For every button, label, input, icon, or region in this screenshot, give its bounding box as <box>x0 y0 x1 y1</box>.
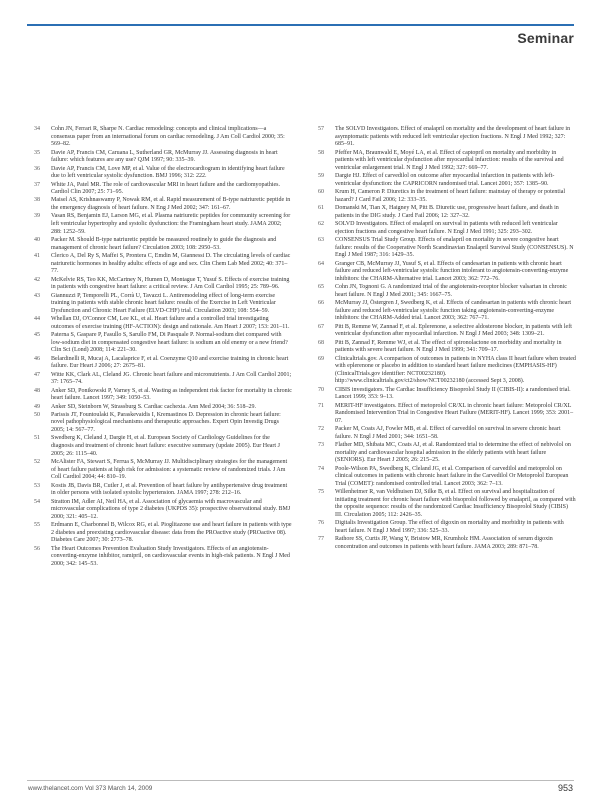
reference-text: CIBIS investigators. The Cardiac Insufficiency Bisoprolol Study II (CIBIS-II): a randomised trial. Lancet 1999; 353: 9–13. <box>335 386 571 401</box>
reference-number: 56 <box>34 545 40 552</box>
reference-number: 41 <box>34 252 40 259</box>
reference-text: Anker SD, Ponikowski P, Varney S, et al. Wasting as independent risk factor for mortality in chronic heart failure. Lancet 1997; 349: 1050–53. <box>51 387 292 402</box>
reference-number: 72 <box>318 426 324 433</box>
reference-number: 48 <box>34 387 40 394</box>
reference-item <box>318 324 576 339</box>
reference-item <box>318 403 576 426</box>
reference-item <box>34 499 292 522</box>
reference-item <box>34 150 292 165</box>
reference-text: Willenheimer R, van Veldhuisen DJ, Silke B, et al. Effect on survival and hospitalization of initiating treatment for chronic heart failure with bisoprolol followed by enalapril, as compared with the opposite sequence: results of the randomized Cardiac Insufficiency Bisoprolol Study (CIBIS) III. Circulation 2005; 112: 2426–35. <box>335 489 576 518</box>
reference-number: 67 <box>318 323 324 330</box>
reference-item <box>318 442 576 465</box>
header-rule <box>27 24 574 26</box>
reference-text: Erdmann E, Charbonnel B, Wilcox RG, et al. Pioglitazone use and heart failure in patients with type 2 diabetes and preexisting cardiovascular disease: data from the PROactive study (PROactive 08). Diabetes Care 2007; 30: 2773–78. <box>51 522 292 544</box>
reference-item <box>34 277 292 292</box>
reference-text: Maisel AS, Krishnaswamy P, Nowak RM, et al. Rapid measurement of B-type natriuretic peptide in the emergency diagnosis of heart failure. N Eng J Med 2002; 347: 161–67. <box>51 197 291 212</box>
reference-number: 76 <box>318 520 324 527</box>
reference-text: The Heart Outcomes Prevention Evaluation Study Investigators. Effects of an angiotensin-converting-enzyme inhibitor, ramipril, on cardiovascular events in high-risk patients. N Engl J Med 2000; 342: 145–53. <box>51 545 290 567</box>
reference-item <box>34 372 292 387</box>
reference-item <box>318 300 576 323</box>
reference-text: Swedberg K, Cleland J, Dargie H, et al. European Society of Cardiology Guidelines for the diagnosis and treatment of chronic heart failure: executive summary (update 2005). Eur Heart J 2005; 26: 1115–40. <box>51 435 280 457</box>
reference-number: 46 <box>34 355 40 362</box>
reference-text: Digitalis Investigation Group. The effect of digoxin on mortality and morbidity in patients with heart failure. N Engl J Med 1997; 336: 525–33. <box>335 520 564 534</box>
reference-item <box>34 126 292 149</box>
reference-item <box>34 166 292 181</box>
reference-number: 71 <box>318 402 324 409</box>
reference-item <box>34 293 292 316</box>
reference-text: Pitt B, Zannad F, Remme WJ, et al. The effect of spironolactone on morbidity and mortality in patients with severe heart failure. N Engl J Med 1999; 341: 709–17. <box>335 339 562 354</box>
reference-column-right <box>318 126 576 552</box>
reference-item <box>318 150 576 173</box>
reference-item <box>318 173 576 188</box>
reference-number: 68 <box>318 339 324 346</box>
reference-text: Cohn JN, Tognoni G. A randomized trial of the angiotensin-receptor blocker valsartan in chronic heart failure. N Engl J Med 2001; 345: 1667–75. <box>335 284 567 298</box>
reference-text: Pitt B, Remme W, Zannad F, et al. Eplerenone, a selective aldosterone blocker, in patients with left ventricular dysfunction after myocardial infarction. N Engl J Med 2003; 348: 1309–21. <box>335 323 572 338</box>
reference-number: 61 <box>318 205 324 212</box>
reference-text: Domanski M, Tian X, Haigney M, Pitt B. Diuretic use, progressive heart failure, and death in patients in the DIG study. J Card Fail 2006; 12: 327–32. <box>335 205 559 219</box>
reference-item <box>318 466 576 489</box>
reference-number: 49 <box>34 403 40 410</box>
reference-item <box>34 356 292 371</box>
reference-text: Cohn JN, Ferrari R, Sharpe N. Cardiac remodeling: concepts and clinical implications—a consensus paper from an international forum on cardiac remodeling. J Am Coll Cardiol 2000; 35: 569–82. <box>51 126 285 148</box>
reference-number: 51 <box>34 435 40 442</box>
reference-text: Vasan RS, Benjamin EJ, Larson MG, et al. Plasma natriuretic peptides for community screening for left ventricular hypertrophy and systolic dysfunction: the Framingham heart study. JAMA 2002; 288: 1252–59. <box>51 213 291 235</box>
reference-text: Kostis JB, Davis BR, Cutler J, et al. Prevention of heart failure by antihypertensive drug treatment in older persons with isolated systolic hypertension. JAMA 1997; 278: 212–16. <box>51 482 288 497</box>
reference-number: 39 <box>34 213 40 220</box>
reference-number: 35 <box>34 149 40 156</box>
reference-item <box>34 182 292 197</box>
reference-text: The SOLVD Investigators. Effect of enalapril on mortality and the development of heart failure in asymptomatic patients with reduced left ventricular ejection fractions. N Engl J Med 1992; 327: 685–91. <box>335 126 571 148</box>
reference-item <box>318 489 576 519</box>
reference-text: Giannuzzi P, Temporelli PL, Corrà U, Tavazzi L. Antiremodeling effect of long-term exercise training in patients with stable chronic heart failure: results of the Exercise in Left Ventricular Dysfunction and Chronic Heart Failure (ELVD-CHF) trial. Circulation 2003; 108: 554–59. <box>51 292 276 314</box>
reference-item <box>34 459 292 482</box>
reference-text: SOLVD Investigators. Effect of enalapril on survival in patients with reduced left ventricular ejection fractions and congestive heart failure. N Engl J Med 1991; 325: 293–302. <box>335 221 558 235</box>
reference-item <box>34 388 292 403</box>
reference-item <box>318 536 576 551</box>
reference-text: Granger CB, McMurray JJ, Yusuf S, et al. Effects of candesartan in patients with chronic heart failure and reduced left-ventricular systolic function intolerant to angiotensin-converting-enzyme inhibitors: the CHARM-Alternative trial. Lancet 2003; 362: 772–76. <box>335 260 569 282</box>
reference-item <box>318 426 576 441</box>
reference-item <box>34 332 292 355</box>
reference-number: 50 <box>34 411 40 418</box>
reference-item <box>318 205 576 220</box>
page-number: 953 <box>557 783 573 793</box>
reference-text: Davie AP, Francis CM, Love MP, et al. Value of the electrocardiogram in identifying heart failure due to left ventricular systolic dysfunction. BMJ 1996; 312: 222. <box>51 165 285 180</box>
reference-item <box>34 435 292 458</box>
reference-text: Whellan DJ, O'Connor CM, Lee KL, et al. Heart failure and a controlled trial investigating outcomes of exercise training (HF-ACTION): design and rationale. Am Heart J 2007; 153: 201–11. <box>51 316 290 330</box>
reference-item <box>34 253 292 276</box>
reference-item <box>318 340 576 355</box>
reference-text: McMurray JJ, Östergren J, Swedberg K, et al. Effects of candesartan in patients with chronic heart failure and reduced left-ventricular systolic function taking angiotensin-converting-enzyme inhibitors: the CHARM-Added trial. Lancet 2003; 362: 767–71. <box>335 300 572 322</box>
reference-number: 44 <box>34 316 40 323</box>
reference-text: White JA, Patel MR. The role of cardiovascular MRI in heart failure and the cardiomyopathies. Cardiol Clin 2007; 25: 71–95. <box>51 181 280 196</box>
reference-number: 70 <box>318 386 324 393</box>
reference-text: Rathore SS, Curtis JP, Wang Y, Bristow MR, Krumholz HM. Association of serum digoxin concentration and outcomes in patients with heart failure. JAMA 2003; 289: 871–78. <box>335 536 553 550</box>
reference-text: Flather MD, Shibata MC, Coats AJ, et al. Randomized trial to determine the effect of nebivolol on mortality and cardiovascular hospital admission in the elderly patients with heart failure (SENIORS). Eur Heart J 2005; 26: 215–25. <box>335 442 571 464</box>
reference-text: Clinicaltrials.gov. A comparison of outcomes in patients in NYHA class II heart failure when treated with eplerenone or placebo in addition to standard heart failure medicines (EMPHASIS-HF) (ClinicalTrials.gov identifier: NCT00232180). http://www.clinicaltrials.gov/ct2/show/NCT00232180 (accessed Sept 3, 2008). <box>335 355 576 385</box>
reference-number: 74 <box>318 465 324 472</box>
journal-citation: www.thelancet.com Vol 373 March 14, 2009 <box>28 785 153 792</box>
reference-text: Clerico A, Del Ry S, Maffei S, Prontera C, Emdin M, Giannessi D. The circulating levels of cardiac natriuretic hormones in healthy adults: effects of age and sex. Clin Chem Lab Med 2002; 40: 371–77. <box>51 252 291 275</box>
reference-number: 38 <box>34 197 40 204</box>
reference-text: Pfeffer MA, Braunwald E, Moyé LA, et al. Effect of captopril on mortality and morbidity in patients with left ventricular dysfunction after myocardial infarction: results of the survival and ventricular enlargement trial. N Engl J Med 1992; 327: 669–77. <box>335 149 564 171</box>
reference-item <box>318 520 576 535</box>
reference-number: 75 <box>318 489 324 496</box>
reference-item <box>34 522 292 545</box>
reference-text: Parissis JT, Fountoulaki K, Paraskevaidis I, Kremastinos D. Depression in chronic heart failure: novel pathophysiological mechanisms and therapeutic approaches. Expert Opin Investig Drugs 2005; 14: 567–77. <box>51 411 281 434</box>
reference-number: 53 <box>34 482 40 489</box>
reference-column-left <box>34 126 292 569</box>
reference-item <box>318 221 576 236</box>
reference-number: 42 <box>34 276 40 283</box>
reference-item <box>318 237 576 260</box>
reference-item <box>34 483 292 498</box>
reference-text: Krum H, Cameron P. Diuretics in the treatment of heart failure: mainstay of therapy or potential hazard? J Card Fail 2006; 12: 333–35. <box>335 189 566 203</box>
reference-number: 58 <box>318 149 324 156</box>
reference-number: 45 <box>34 332 40 339</box>
reference-number: 57 <box>318 126 324 132</box>
reference-number: 60 <box>318 189 324 196</box>
reference-text: Packer M, Coats AJ, Fowler MB, et al. Effect of carvedilol on survival in severe chronic heart failure. N Engl J Med 2001; 344: 1651–58. <box>335 426 561 440</box>
reference-text: MERIT-HF investigators. Effect of metoprolol CR/XL in chronic heart failure: Metoprolol CR/XL Randomised Intervention Trial in Congestive Heart Failure (MERIT-HF). Lancet 1999; 353: 2001–07. <box>335 402 574 424</box>
reference-number: 54 <box>34 498 40 505</box>
reference-text: McAlister FA, Stewart S, Ferrua S, McMurray JJ. Multidisciplinary strategies for the management of heart failure patients at high risk for admission: a systematic review of randomized trials. J Am Coll Cardiol 2004; 44: 810–19. <box>51 459 288 481</box>
reference-text: Dargie HJ. Effect of carvedilol on outcome after myocardial infarction in patients with left-ventricular dysfunction: the CAPRICORN randomised trial. Lancet 2001; 357: 1385–90. <box>335 173 555 187</box>
reference-number: 65 <box>318 284 324 291</box>
reference-number: 64 <box>318 260 324 267</box>
reference-item <box>34 316 292 331</box>
reference-number: 43 <box>34 292 40 299</box>
reference-text: Poole-Wilson PA, Swedberg K, Cleland JG, et al. Comparison of carvedilol and metoprolol on clinical outcomes in patients with chronic heart failure in the Carvedilol Or Metoprolol European Trial (COMET): randomised controlled trial. Lancet 2003; 362: 7–13. <box>335 465 569 487</box>
reference-number: 36 <box>34 165 40 172</box>
reference-item <box>34 546 292 569</box>
reference-number: 62 <box>318 221 324 228</box>
reference-item <box>318 387 576 402</box>
reference-item <box>34 197 292 212</box>
reference-text: McKelvie RS, Teo KK, McCartney N, Humen D, Montague T, Yusuf S. Effects of exercise training in patients with congestive heart failure: a critical review. J Am Coll Cardiol 1995; 25: 789–96. <box>51 276 290 291</box>
reference-item <box>34 237 292 252</box>
section-label: Seminar <box>517 30 574 46</box>
reference-text: Anker SD, Steinborn W, Strassburg S. Cardiac cachexia. Ann Med 2004; 36: 518–29. <box>51 403 257 410</box>
reference-text: CONSENSUS Trial Study Group. Effects of enalapril on mortality in severe congestive heart failure: results of the Cooperative North Scandinavian Enalapril Survival Study (CONSENSUS). N Engl J Med 1987; 316: 1429–35. <box>335 237 574 259</box>
reference-item <box>318 284 576 299</box>
reference-text: Belardinelli R, Mucaj A, Lacalaprice F, et al. Coenzyme Q10 and exercise training in chronic heart failure. Eur Heart J 2006; 27: 2675–81. <box>51 355 289 370</box>
reference-number: 63 <box>318 237 324 243</box>
reference-number: 66 <box>318 300 324 307</box>
reference-number: 52 <box>34 459 40 465</box>
reference-number: 34 <box>34 126 40 132</box>
reference-number: 40 <box>34 237 40 243</box>
reference-text: Davie AP, Francis CM, Caruana L, Sutherland GR, McMurray JJ. Assessing diagnosis in heart failure: which features are any use? QJM 1997; 90: 335–39. <box>51 149 278 164</box>
reference-item <box>318 189 576 204</box>
reference-text: Witte KK, Clark AL, Cleland JG. Chronic heart failure and micronutrients. J Am Coll Cardiol 2001; 37: 1765–74. <box>51 371 292 386</box>
footer-rule <box>27 780 574 781</box>
reference-item <box>318 126 576 149</box>
reference-item <box>34 404 292 412</box>
reference-number: 77 <box>318 536 324 543</box>
reference-number: 37 <box>34 181 40 188</box>
reference-number: 47 <box>34 371 40 378</box>
reference-text: Stratton IM, Adler AI, Neil HA, et al. Association of glycaemia with macrovascular and microvascular complications of type 2 diabetes (UKPDS 35): prospective observational study. BMJ 2000; 321: 405–12. <box>51 498 291 520</box>
reference-item <box>318 356 576 386</box>
reference-number: 59 <box>318 173 324 180</box>
reference-text: Packer M. Should B-type natriuretic peptide be measured routinely to guide the diagnosis and management of chronic heart failure? Circulation 2003; 108: 2950–53. <box>51 237 277 251</box>
reference-number: 69 <box>318 355 324 362</box>
reference-number: 73 <box>318 442 324 449</box>
reference-item <box>34 213 292 236</box>
reference-text: Paterna S, Gaspare P, Fasullo S, Sarullo FM, Di Pasquale P. Normal-sodium diet compared with low-sodium diet in compensated congestive heart failure: is sodium an old enemy or a new friend? Clin Sci (Lond) 2008; 114: 221–30. <box>51 332 288 354</box>
reference-item <box>318 261 576 284</box>
reference-number: 55 <box>34 522 40 529</box>
reference-item <box>34 412 292 435</box>
